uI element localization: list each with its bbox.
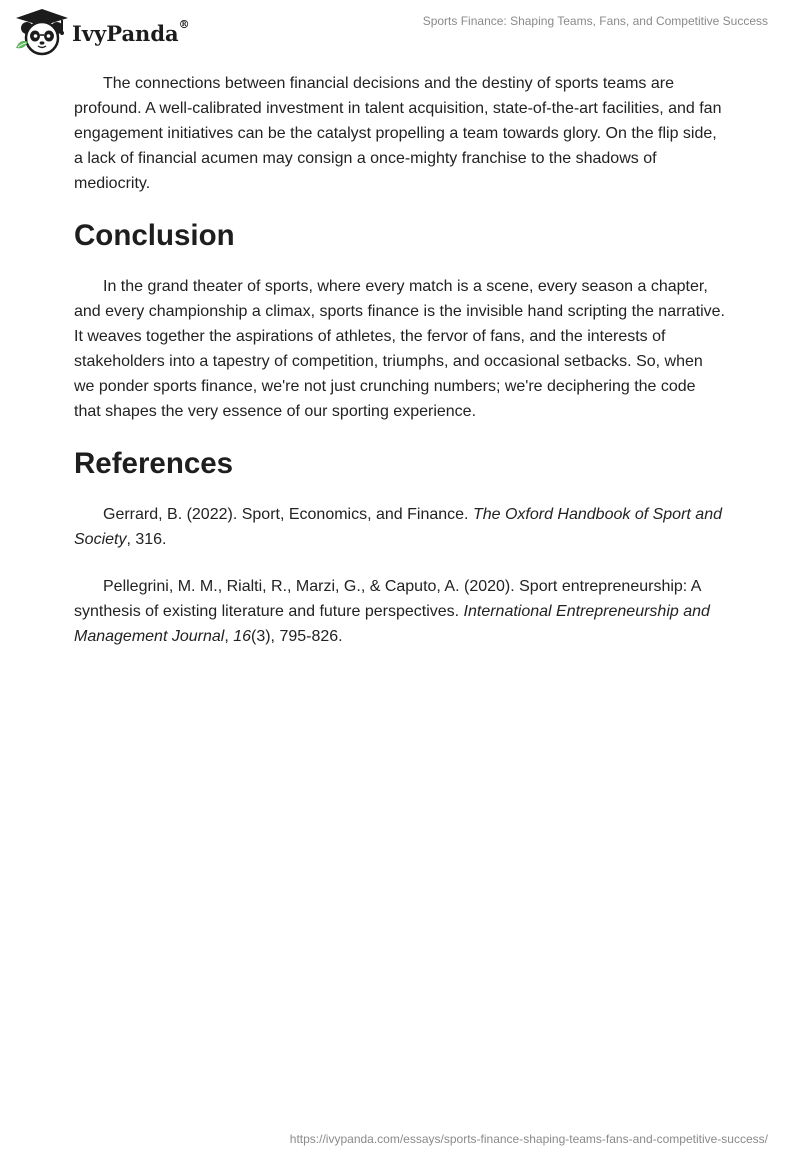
reference-source: International Entrepreneurship and Management Journal <box>74 603 710 645</box>
conclusion-paragraph: In the grand theater of sports, where every match is a scene, every season a chapter, and every championship a climax, sports finance is the invisible hand scripting the narrative. It weaves together the aspirations of athletes, the fervor of fans, and the interests of stakeholders into a tapestry of competition, triumphs, and occasional setbacks. So, when we ponder sports finance, we're not just crunching numbers; we're deciphering the code that shapes the very essence of our sporting experience. <box>74 278 725 420</box>
panda-graduate-icon <box>14 8 70 56</box>
reference-item <box>74 502 726 552</box>
logo-text: IvyPanda <box>72 20 179 46</box>
reference-author-title: Pellegrini, M. M., Rialti, R., Marzi, G., & Caputo, A. (2020). Sport entrepreneurship: A synthesis of existing literature and future perspectives. <box>74 578 701 620</box>
conclusion-heading: Conclusion <box>74 219 235 252</box>
ivypanda-logo[interactable] <box>14 8 190 56</box>
reference-pages: (3), 795-826. <box>251 628 343 645</box>
reference-volume: 16 <box>233 628 251 645</box>
references-heading: References <box>74 447 234 480</box>
reference-author-title: Gerrard, B. (2022). Sport, Economics, and Finance. <box>103 506 473 523</box>
running-title: Sports Finance: Shaping Teams, Fans, and Competitive Success <box>422 14 768 28</box>
logo-wordmark <box>72 17 190 46</box>
reference-pages: , 316. <box>126 531 167 548</box>
page-header <box>0 0 800 60</box>
reference-item <box>74 574 726 649</box>
reference-source: The Oxford Handbook of Sport and Society <box>74 506 722 548</box>
reference-separator: , <box>224 628 234 645</box>
intro-paragraph: The connections between financial decisions and the destiny of sports teams are profound. A well-calibrated investment in talent acquisition, state-of-the-art facilities, and fan engagement initiatives can be the catalyst propelling a team towards glory. On the flip side, a lack of financial acumen may consign a once-mighty franchise to the shadows of mediocrity. <box>74 75 722 192</box>
footer-url-link[interactable]: https://ivypanda.com/essays/sports-finance-shaping-teams-fans-and-competitive-success/ <box>289 1132 768 1146</box>
logo-registered-mark: ® <box>178 17 190 31</box>
document-body <box>74 71 726 671</box>
